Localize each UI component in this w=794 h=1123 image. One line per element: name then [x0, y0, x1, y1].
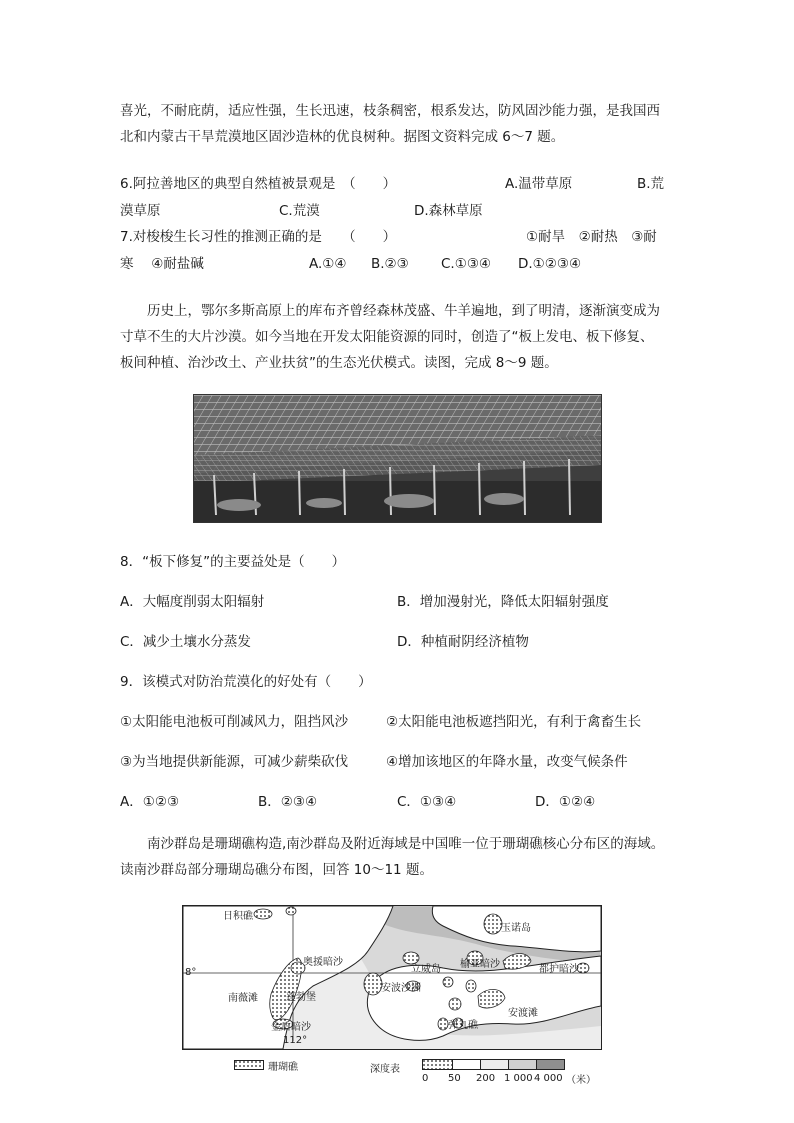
- q7-option-d: D.①②③④: [518, 256, 582, 272]
- passage3-line-1: 南沙群岛是珊瑚礁构造,南沙群岛及附近海域是中国唯一位于珊瑚礁核心分布区的海域。: [147, 836, 665, 852]
- coral-legend-label: 珊瑚礁: [268, 1062, 298, 1073]
- passage2-line-2: 寸草不生的大片沙漠。如今当地在开发太阳能资源的同时，创造了“板上发电、板下修复、: [120, 329, 654, 345]
- map-label-jindunansha: 金盾暗沙: [271, 1022, 311, 1033]
- q9-item-3: ③为当地提供新能源，可减少薪柴砍伐: [120, 754, 349, 770]
- q8-option-b: B．增加漫射光，降低太阳辐射强度: [397, 594, 609, 610]
- map-label-rijijiao: 日积礁: [223, 911, 253, 922]
- q9-option-c: C．①③④: [397, 794, 457, 810]
- q7-stem: 7.对梭梭生长习性的推测正确的是 （ ）: [120, 229, 397, 245]
- map-label-danwanjiao: 弹丸礁: [448, 1020, 478, 1031]
- q9-item-2: ②太阳能电池板遮挡阳光，有利于禽畜生长: [386, 714, 642, 730]
- q9-item-4: ④增加该地区的年降水量，改变气候条件: [386, 754, 628, 770]
- map-label-liweidao: 立威岛: [411, 964, 441, 975]
- map-label-anbotan: 安渡滩: [508, 1008, 538, 1019]
- q7-option-b: B.②③: [371, 256, 409, 272]
- map-label-yuyaansha: 榆亚暗沙: [460, 959, 500, 970]
- depth-scale-bar: [422, 1059, 572, 1070]
- nansha-coral-map: [182, 905, 602, 1050]
- depth-unit: （米）: [566, 1075, 596, 1086]
- depth-tick-1000: 1 000: [504, 1073, 533, 1084]
- map-label-yuzhudao: 玉诺岛: [501, 923, 531, 934]
- q7-option-a: A.①④: [309, 256, 347, 272]
- depth-legend-label: 深度表: [370, 1064, 400, 1075]
- q9-option-b: B．②③④: [258, 794, 318, 810]
- passage2-line-1: 历史上，鄂尔多斯高原上的库布齐曾经森林茂盛、牛羊遍地，到了明清，逐渐演变成为: [147, 303, 660, 319]
- map-label-anboshazhou: 安波沙洲: [381, 983, 421, 994]
- q6-option-b-cont: 漠草原: [120, 203, 161, 219]
- map-label-lon112: 112°: [283, 1035, 308, 1046]
- q9-option-d: D．①②④: [535, 794, 596, 810]
- q8-option-c: C．减少土壤水分蒸发: [120, 634, 251, 650]
- q6-option-b: B.荒: [637, 176, 665, 192]
- q6-stem: 6.阿拉善地区的典型自然植被景观是 （ ）: [120, 176, 397, 192]
- solar-panel-photo: [193, 394, 602, 523]
- depth-tick-200: 200: [476, 1073, 496, 1084]
- depth-tick-0: 0: [422, 1073, 429, 1084]
- q6-option-c: C.荒漠: [279, 203, 320, 219]
- q7-items-cont: 寒 ④耐盐碱: [120, 256, 204, 272]
- q8-option-a: A．大幅度削弱太阳辐射: [120, 594, 265, 610]
- depth-tick-4000: 4 000: [534, 1073, 563, 1084]
- map-label-nanweitan: 南薇滩: [228, 993, 258, 1004]
- map-legend: [230, 1058, 610, 1088]
- coral-legend-swatch: [234, 1060, 264, 1070]
- intro-line-1: 喜光，不耐庇荫，适应性强，生长迅速，枝条稠密，根系发达，防风固沙能力强，是我国西: [120, 103, 660, 119]
- passage2-line-3: 板间种植、治沙改土、产业扶贫”的生态光伏模式。读图，完成 8～9 题。: [120, 355, 558, 371]
- q9-option-a: A．①②③: [120, 794, 180, 810]
- q6-option-d: D.森林草原: [414, 203, 483, 219]
- q6-option-a: A.温带草原: [505, 176, 573, 192]
- depth-tick-50: 50: [448, 1073, 461, 1084]
- q7-items: ①耐旱 ②耐热 ③耐: [526, 229, 657, 245]
- map-label-aoyuan: 奥援暗沙: [303, 957, 343, 968]
- passage3-line-2: 读南沙群岛部分珊瑚岛礁分布图，回答 10～11 题。: [120, 862, 433, 878]
- q8-option-d: D．种植耐阴经济植物: [397, 634, 529, 650]
- intro-line-2: 北和内蒙古干旱荒漠地区固沙造林的优良树种。据图文资料完成 6～7 题。: [120, 129, 565, 145]
- q8-stem: 8．“板下修复”的主要益处是（ ）: [120, 554, 346, 570]
- q9-item-1: ①太阳能电池板可削减风力，阻挡风沙: [120, 714, 349, 730]
- map-label-duhuansha: 都护暗沙: [539, 964, 579, 975]
- q9-stem: 9．该模式对防治荒漠化的好处有（ ）: [120, 674, 372, 690]
- map-label-pengbobao: 蓬勃堡: [286, 992, 316, 1003]
- q7-option-c: C.①③④: [441, 256, 492, 272]
- map-label-lat8: 8°: [185, 967, 197, 978]
